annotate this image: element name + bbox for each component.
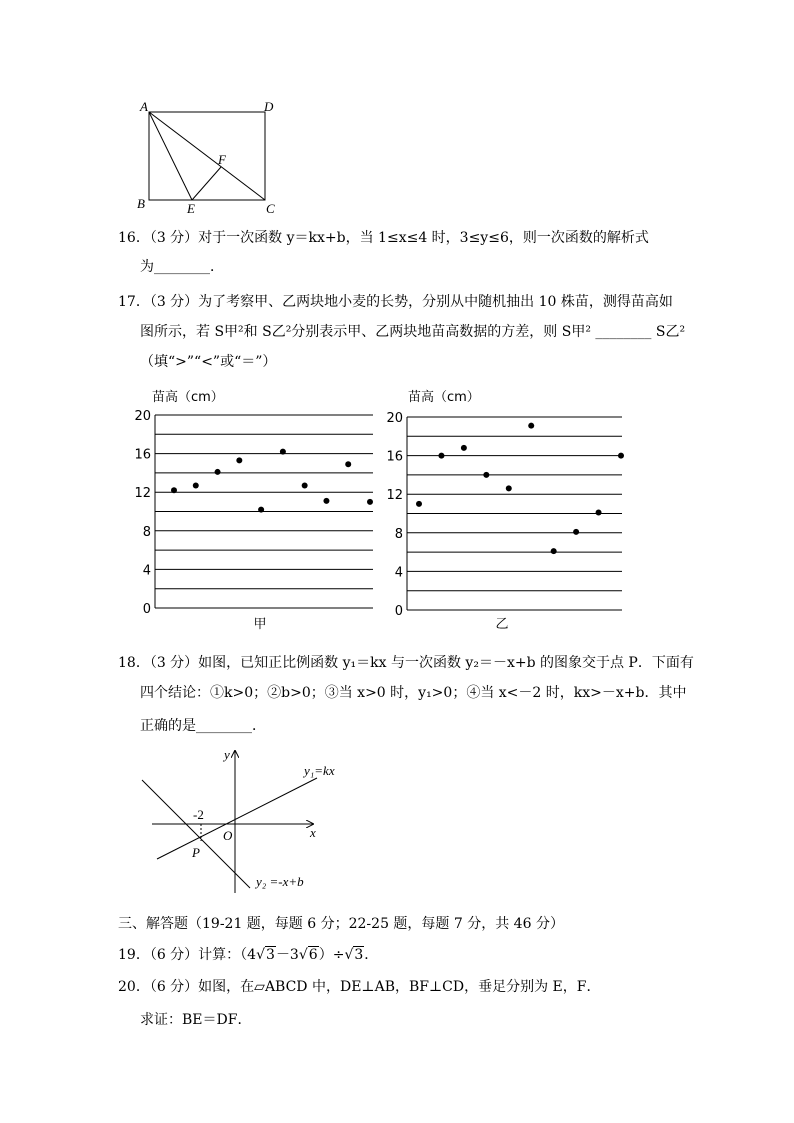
data-point	[302, 482, 308, 488]
q18-line1: 18．（3 分）如图，已知正比例函数 y₁＝kx 与一次函数 y₂＝－x+b 的图象交于点 P．下面有	[118, 655, 694, 671]
data-point	[258, 507, 264, 513]
y-tick-label: 0	[142, 602, 151, 617]
q19-prefix: 19．（6 分）计算：（4	[118, 947, 257, 963]
chart-jia-title: 甲	[253, 617, 267, 632]
data-point	[345, 461, 351, 467]
q17-line1: 17．（3 分）为了考察甲、乙两块地小麦的长势，分别从中随机抽出 10 株苗，测得苗高如	[118, 294, 673, 310]
y-tick-label: 16	[134, 447, 151, 463]
data-point	[323, 498, 329, 504]
rectangle-figure	[130, 95, 290, 220]
tick-minus2: -2	[193, 807, 204, 822]
chart-yi	[380, 383, 640, 638]
data-point	[236, 457, 242, 463]
q16-line1: 16．（3 分）对于一次函数 y＝kx+b，当 1≤x≤4 时，3≤y≤6，则一次函数的解析式	[118, 230, 649, 246]
segment-ac	[149, 112, 265, 200]
label-e: E	[187, 201, 195, 216]
data-point	[171, 487, 177, 493]
label-d: D	[264, 99, 274, 114]
chart-jia-ylabel: 苗高（cm）	[152, 390, 224, 405]
data-point	[461, 445, 467, 451]
origin-label: O	[223, 828, 233, 843]
data-point	[416, 501, 422, 507]
q18-line3: 正确的是________．	[140, 718, 266, 734]
data-point	[506, 485, 512, 491]
y-tick-label: 12	[134, 486, 151, 502]
y-tick-label: 20	[386, 411, 403, 426]
chart-yi-title: 乙	[495, 617, 509, 632]
label-f: F	[218, 152, 226, 167]
data-point	[483, 472, 489, 478]
q18-line2: 四个结论：①k>0；②b>0；③当 x>0 时，y₁>0；④当 x<－2 时，kx>－x+b．其中	[140, 685, 687, 701]
data-point	[618, 453, 624, 459]
y-tick-label: 0	[394, 604, 403, 619]
q20-line1: 20．（6 分）如图，在▱ABCD 中，DE⊥AB，BF⊥CD，垂足分别为 E，F．	[118, 979, 601, 995]
chart-yi-grid	[407, 417, 622, 610]
label-a: A	[140, 99, 148, 114]
chart-jia-grid	[155, 415, 373, 608]
q19	[118, 945, 378, 965]
y-tick-label: 8	[142, 524, 151, 540]
q16-line2: 为________．	[140, 259, 224, 275]
line-y2	[142, 780, 250, 888]
section-3-title: 三、解答题（19-21 题，每题 6 分；22-25 题，每题 7 分，共 46 分）	[118, 916, 564, 932]
q17-line3: （填“>”“<”或“＝”）	[140, 354, 277, 370]
y-tick-label: 12	[386, 488, 403, 504]
chart-yi-yticks	[386, 411, 403, 619]
data-point	[215, 469, 221, 475]
q17-line2: 图所示，若 S甲²和 S乙²分别表示甲、乙两块地苗高数据的方差，则 S甲² ________ S乙²	[140, 324, 686, 340]
chart-yi-points	[416, 423, 624, 554]
chart-jia	[130, 383, 380, 638]
chart-jia-points	[171, 449, 373, 513]
y-tick-label: 20	[134, 409, 151, 424]
sqrt-sign-2: √	[298, 947, 308, 963]
line-y2-label: y₂ =-x+b	[256, 874, 304, 889]
data-point	[367, 499, 373, 505]
data-point	[551, 548, 557, 554]
q19-mid: －3	[275, 947, 299, 963]
x-axis-label: x	[310, 825, 316, 840]
sqrt-sign-1: √	[256, 947, 266, 963]
q19-radicand-1: 3	[266, 947, 275, 963]
y-tick-label: 4	[394, 565, 403, 581]
y-axis-label: y	[224, 747, 230, 762]
q19-radicand-3: 3	[354, 947, 364, 963]
data-point	[193, 482, 199, 488]
y-tick-label: 8	[394, 526, 403, 542]
data-point	[596, 510, 602, 516]
q19-radicand-2: 6	[308, 947, 318, 963]
data-point	[280, 449, 286, 455]
q20-line2: 求证：BE＝DF．	[140, 1012, 252, 1028]
label-b: B	[137, 196, 145, 211]
q19-suffix: ）÷	[318, 947, 345, 963]
data-point	[573, 529, 579, 535]
point-p-label: P	[192, 845, 200, 860]
chart-jia-yticks	[134, 409, 151, 617]
function-graph	[135, 745, 335, 900]
sqrt-sign-3: √	[344, 947, 354, 963]
segment-ae	[149, 112, 192, 200]
q19-end: ．	[364, 947, 379, 963]
y-tick-label: 4	[142, 563, 151, 579]
y-tick-label: 16	[386, 449, 403, 465]
data-point	[528, 423, 534, 429]
line-y1-label: y₁=kx	[304, 763, 335, 778]
chart-yi-ylabel: 苗高（cm）	[408, 390, 480, 405]
segment-ef	[192, 167, 221, 200]
data-point	[438, 453, 444, 459]
label-c: C	[266, 201, 275, 216]
